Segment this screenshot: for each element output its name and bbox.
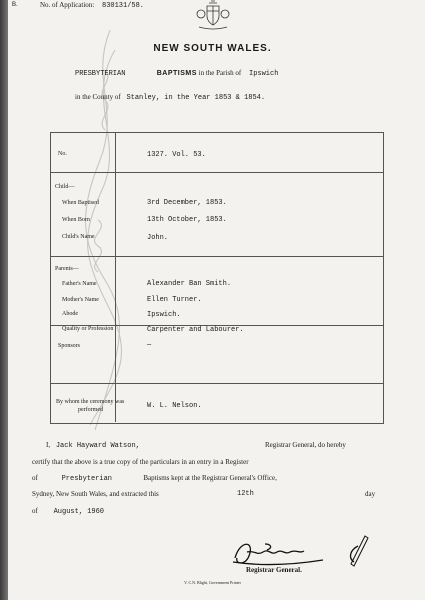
fathers-name-value: Alexander Ban Smith. xyxy=(147,280,232,288)
when-baptised-value: 3rd December, 1853. xyxy=(147,199,227,207)
when-born-value: 13th October, 1853. xyxy=(147,216,227,224)
row-divider xyxy=(50,256,383,257)
when-born-label: When Born xyxy=(62,217,90,223)
child-label: Child— xyxy=(55,184,75,190)
coat-of-arms xyxy=(193,0,233,30)
fathers-name-label: Father's Name xyxy=(62,281,97,287)
cert-line-3 xyxy=(32,474,277,483)
denomination: PRESBYTERIAN xyxy=(75,70,126,78)
cert-line-1 xyxy=(46,441,346,450)
application-value: 830131/58. xyxy=(102,2,145,10)
quality-value: Carpenter and Labourer. xyxy=(147,326,244,334)
registrar-text: Registrar General, do hereby xyxy=(265,441,346,449)
column-divider xyxy=(115,132,116,422)
form-number: B. xyxy=(12,2,18,8)
cert-denomination: Presbyterian xyxy=(61,475,113,483)
performed-label-2: performed xyxy=(78,407,103,413)
register-table xyxy=(50,132,384,424)
row-divider xyxy=(50,172,383,173)
scan-edge xyxy=(0,0,8,600)
cert-of: of xyxy=(32,474,38,482)
record-type: BAPTISMS xyxy=(156,70,197,77)
childs-name-value: John. xyxy=(147,234,169,242)
childs-name-label: Child's Name xyxy=(62,234,95,240)
signatory-title: Registrar General. xyxy=(246,566,302,574)
sponsors-label: Sponsors xyxy=(58,343,81,349)
no-value: 1327. Vol. 53. xyxy=(147,151,206,159)
no-label: No. xyxy=(58,151,67,157)
mothers-name-value: Ellen Turner. xyxy=(147,296,202,304)
abode-value: Ipswich. xyxy=(147,311,181,319)
cert-day: 12th xyxy=(237,490,254,498)
cert-of-2: of xyxy=(32,507,38,515)
parents-label: Parents— xyxy=(55,266,79,272)
record-line-2 xyxy=(75,93,265,102)
county-text: in the County of xyxy=(75,93,121,101)
printer-footer: V. C.N. Blight, Government Printer xyxy=(184,580,241,585)
cert-line-2: certify that the above is a true copy of the particulars in an entry in a Register xyxy=(32,458,249,466)
cert-day-text: day xyxy=(365,490,376,498)
registrar-name: Jack Hayward Watson, xyxy=(55,442,140,450)
county-value: Stanley, in the Year 1853 & 1854. xyxy=(126,94,266,102)
cert-i: I, xyxy=(46,441,51,449)
when-baptised-label: When Baptised xyxy=(62,200,99,206)
parish-value: Ipswich xyxy=(249,70,279,78)
performed-label: By whom the ceremony was xyxy=(56,399,125,405)
mothers-name-label: Mother's Name xyxy=(62,297,99,303)
record-line-1 xyxy=(75,69,278,78)
registrar-signature xyxy=(225,530,385,570)
row-divider xyxy=(50,383,383,384)
performed-value: W. L. Nelson. xyxy=(147,402,202,410)
abode-label: Abode xyxy=(62,311,78,317)
application-line xyxy=(40,1,144,10)
sponsors-value: — xyxy=(147,341,152,349)
cert-line-3-rest: Baptisms kept at the Registrar General's Office, xyxy=(143,474,277,482)
application-label: No. of Application: xyxy=(40,1,95,9)
cert-line-5 xyxy=(32,507,104,516)
document-title: NEW SOUTH WALES. xyxy=(153,43,272,54)
cert-extracted-text: Sydney, New South Wales, and extracted this xyxy=(32,490,159,498)
cert-month-year: August, 1960 xyxy=(53,508,105,516)
quality-label: Quality or Profession xyxy=(62,326,114,332)
parish-text: in the Parish of xyxy=(198,69,242,77)
cert-line-4 xyxy=(32,490,376,498)
